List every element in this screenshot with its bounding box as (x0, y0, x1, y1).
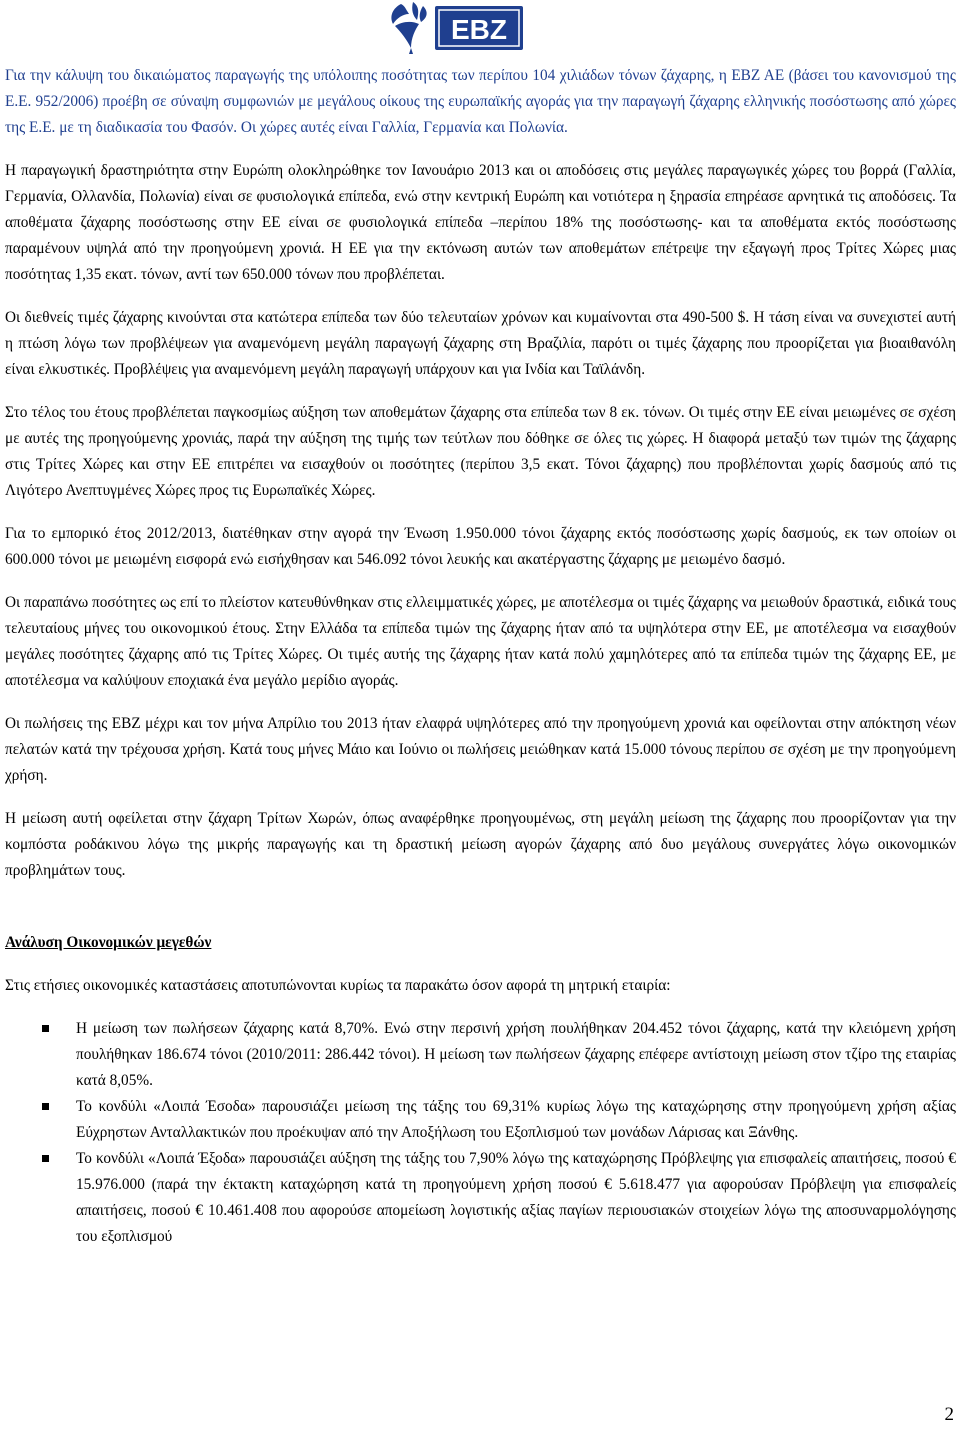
paragraph-1: Για την κάλυψη του δικαιώματος παραγωγής της υπόλοιπης ποσότητας των περίπου 104 χιλιάδων τόνων ζάχαρης, η ΕΒΖ ΑΕ (βάσει του κανονισμού της Ε.Ε. 952/2006) προέβη σε σύναψη συμφωνιών με μεγάλους οίκους της ευρωπαϊκής αγοράς για την παραγωγή ζάχαρης ελληνικής ποσόστωσης από χώρες της Ε.Ε. με τη διαδικασία του Φασόν. Οι χώρες αυτές είναι Γαλλία, Γερμανία και Πολωνία. (5, 67, 956, 136)
section-heading: Ανάλυση Οικονομικών μεγεθών (5, 934, 212, 951)
bullet-text: Η μείωση των πωλήσεων ζάχαρης κατά 8,70%. Ενώ στην περσινή χρήση πουλήθηκαν 204.452 τόνοι ζάχαρης, κατά την κλειόμενη χρήση πουλήθηκαν 186.674 τόνοι (2010/2011: 286.442 τόνοι). Η μείωση των πωλήσεων ζάχαρης επέφερε αντίστοιχη μείωση στον τζίρο της εταιρίας κατά 8,05%. (76, 1020, 956, 1089)
square-bullet-icon (42, 1155, 49, 1162)
square-bullet-icon (42, 1103, 49, 1110)
bullet-item (5, 1094, 956, 1146)
paragraph-7: Οι πωλήσεις της ΕΒΖ μέχρι και τον μήνα Απρίλιο του 2013 ήταν ελαφρά υψηλότερες από την προηγούμενη χρονιά και οφείλονται στην απόκτηση νέων πελατών κατά την τρέχουσα χρήση. Κατά τους μήνες Μάιο και Ιούνιο οι πωλήσεις μειώθηκαν κατά 15.000 τόνους περίπου σε σχέση με την προηγούμενη χρήση. (5, 715, 956, 784)
paragraph-6: Οι παραπάνω ποσότητες ως επί το πλείστον κατευθύνθηκαν στις ελλειμματικές χώρες, με αποτέλεσμα οι τιμές ζάχαρης να μειωθούν δραστικά, ειδικά τους τελευταίους μήνες του οικονομικού έτους. Στην Ελλάδα τα επίπεδα τιμών της ζάχαρης ήταν από τα υψηλότερα στην ΕΕ, με αποτέλεσμα να εισαχθούν μεγάλες ποσότητες ζάχαρης από τις Τρίτες Χώρες. Οι τιμές αυτής της ζάχαρης ήταν κατά πολύ χαμηλότερες από τα επίπεδα τιμών της ζάχαρης ΕΕ, με αποτέλεσμα να καλύψουν εποχιακά ένα μεγάλο μερίδιο αγοράς. (5, 594, 956, 689)
square-bullet-icon (42, 1025, 49, 1032)
bullet-text: Το κονδύλι «Λοιπά Έξοδα» παρουσιάζει αύξηση της τάξης του 7,90% λόγω της καταχώρησης Πρόβλεψης για επισφαλείς απαιτήσεις, ποσού € 15.976.000 (παρά την έκτακτη καταχώρηση κατά τη προηγούμενη χρήση ποσού € 5.618.477 για αφορούσαν Πρόβλεψη για επισφαλείς απαιτήσεις, ποσού € 10.461.408 που αφορούσε απομείωση λογιστικής αξίας παγίων περιουσιακών στοιχείων λόγω της αποσυναρμολόγησης του εξοπλισμού (76, 1150, 956, 1245)
bullet-item (5, 1016, 956, 1094)
paragraph-8: Η μείωση αυτή οφείλεται στην ζάχαρη Τρίτων Χωρών, όπως αναφέρθηκε προηγουμένως, στη μεγάλη μείωση της ζάχαρης που προορίζονταν για την κομπόστα ροδάκινου λόγω της μικρής παραγωγής και τη δραστική μείωση αγορών ζάχαρης από δυο μεγάλους συνεργάτες λόγω οικονομικών προβλημάτων τους. (5, 810, 956, 879)
paragraph-3: Οι διεθνείς τιμές ζάχαρης κινούνται στα κατώτερα επίπεδα των δύο τελευταίων χρόνων και κυμαίνονται στα 490-500 $. Η τάση είναι να συνεχιστεί αυτή η πτώση λόγω των προβλέψεων για αναμενόμενη μεγάλη παραγωγή ζάχαρης στη Βραζιλία, παρότι οι τιμές ζάχαρης που προορίζεται για βιοαιθανόλη είναι ελκυστικές. Προβλέψεις για αναμενόμενη μεγάλη παραγωγή υπάρχουν και για Ινδία και Ταϊλάνδη. (5, 309, 956, 378)
ebz-logo-graphic (383, 0, 525, 56)
section-intro: Στις ετήσιες οικονομικές καταστάσεις αποτυπώνονται κυρίως τα παρακάτω όσον αφορά τη μητρική εταιρία: (5, 977, 671, 994)
bullet-item (5, 1146, 956, 1250)
ebz-logo-lettering: EBZ (451, 14, 507, 45)
bullet-list (5, 1016, 956, 1250)
page-number: 2 (944, 1404, 954, 1425)
paragraph-4: Στο τέλος του έτους προβλέπεται παγκοσμίως αύξηση των αποθεμάτων ζάχαρης στα επίπεδα των 8 εκ. τόνων. Οι τιμές στην ΕΕ είναι μειωμένες σε σχέση με αυτές της προηγούμενης χρονιάς, παρά την αύξηση της τιμής των τεύτλων που δόθηκε σε όλες τις χώρες. Η διαφορά μεταξύ των τιμών της ζάχαρης στις Τρίτες Χώρες και στην ΕΕ επιτρέπει να εισαχθούν οι ποσότητες (περίπου 3,5 εκατ. Τόνοι ζάχαρης) που προβλέπονται χωρίς δασμούς από τις Λιγότερο Ανεπτυγμένες Χώρες προς τις Ευρωπαϊκές Χώρες. (5, 404, 956, 499)
document-body (5, 63, 956, 1250)
bullet-text: Το κονδύλι «Λοιπά Έσοδα» παρουσιάζει μείωση της τάξης του 69,31% κυρίως λόγω της καταχώρησης στην προηγούμενη χρήση αξίας Εύχρηστων Ανταλλακτικών που προέκυψαν από την Αποξήλωση του Εξοπλισμού των μονάδων Λάρισας και Ξάνθης. (76, 1098, 956, 1141)
paragraph-5: Για το εμπορικό έτος 2012/2013, διατέθηκαν στην αγορά την Ένωση 1.950.000 τόνοι ζάχαρης εκτός ποσόστωσης χωρίς δασμούς, εκ των οποίων οι 600.000 τόνοι με μειωμένη εισφορά ενώ εισήχθησαν και 546.092 τόνοι λευκής και ακατέργαστης ζάχαρης με μειωμένο δασμό. (5, 525, 956, 568)
paragraph-2: Η παραγωγική δραστηριότητα στην Ευρώπη ολοκληρώθηκε τον Ιανουάριο 2013 και οι αποδόσεις στις μεγάλες παραγωγικές χώρες του βορρά (Γαλλία, Γερμανία, Ολλανδία, Πολωνία) είναι σε φυσιολογικά επίπεδα, ενώ στην κεντρική Ευρώπη και νοτιότερα η ξηρασία επηρέασε αρνητικά τις αποδόσεις. Τα αποθέματα ζάχαρης ποσόστωσης στην ΕΕ είναι σε φυσιολογικά επίπεδα –περίπου 18% της ποσόστωσης- και τα αποθέματα εκτός ποσόστωσης παραμένουν υψηλά από την προηγούμενη χρονιά. Η ΕΕ για την εκτόνωση αυτών των αποθεμάτων επέτρεψε την εξαγωγή προς Τρίτες Χώρες μιας ποσότητας 1,35 εκατ. τόνων, αντί των 650.000 τόνων που προβλέπεται. (5, 162, 956, 283)
ebz-logo (383, 0, 525, 56)
